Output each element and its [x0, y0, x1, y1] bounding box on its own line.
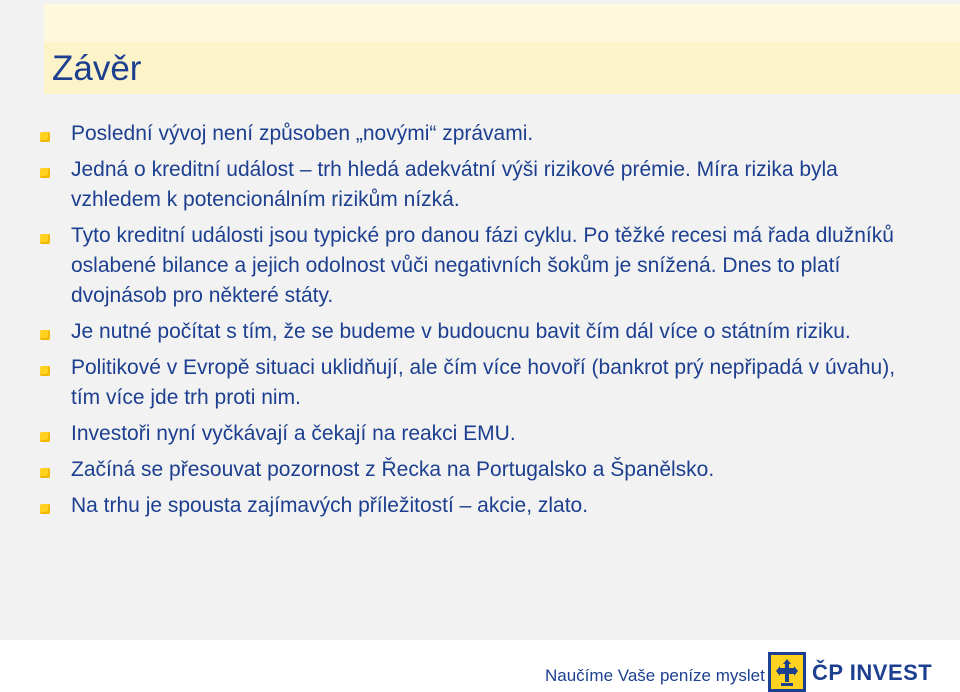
bullet-text: Jedná o kreditní událost – trh hledá adekvátní výši rizikové prémie. Míra rizika byla vzhledem k potencionálním rizikům nízká. — [71, 158, 838, 211]
bullet-item — [40, 353, 920, 413]
bullet-text: Je nutné počítat s tím, že se budeme v budoucnu bavit čím dál více o státním riziku. — [71, 320, 851, 343]
title-band — [44, 4, 960, 94]
bullet-item — [40, 119, 920, 149]
bullet-item — [40, 317, 920, 347]
bullet-item — [40, 419, 920, 449]
bullet-item — [40, 221, 920, 311]
bullet-text: Na trhu je spousta zajímavých příležitostí – akcie, zlato. — [71, 494, 589, 517]
bullet-icon — [40, 468, 50, 478]
bullet-text: Politikové v Evropě situaci uklidňují, ale čím více hovoří (bankrot prý nepřipadá v úvahu), tím více jde trh proti nim. — [71, 356, 896, 409]
logo-text: ČP INVEST — [812, 660, 933, 685]
bullet-icon — [40, 330, 50, 340]
bullet-text: Poslední vývoj není způsoben „novými“ zprávami. — [71, 122, 534, 145]
bullet-icon — [40, 432, 50, 442]
slide-title: Závěr — [52, 49, 142, 88]
bullet-icon — [40, 234, 50, 244]
footer-tagline: Naučíme Vaše peníze myslet — [545, 666, 765, 685]
bullet-item — [40, 455, 920, 485]
bullet-list — [40, 119, 920, 527]
bullet-text: Tyto kreditní události jsou typické pro danou fázi cyklu. Po těžké recesi má řada dlužníků oslabené bilance a jejich odolnost vůči negativních šokům je snížená. Dnes to platí dvojnásob pro některé státy. — [71, 224, 894, 307]
bullet-icon — [40, 132, 50, 142]
cp-invest-emblem-icon — [768, 652, 806, 692]
bullet-text: Investoři nyní vyčkávají a čekají na reakci EMU. — [71, 422, 516, 445]
bullet-text: Začíná se přesouvat pozornost z Řecka na Portugalsko a Španělsko. — [71, 458, 715, 481]
bullet-icon — [40, 504, 50, 514]
bullet-item — [40, 155, 920, 215]
bullet-icon — [40, 168, 50, 178]
bullet-icon — [40, 366, 50, 376]
bullet-item — [40, 491, 920, 521]
